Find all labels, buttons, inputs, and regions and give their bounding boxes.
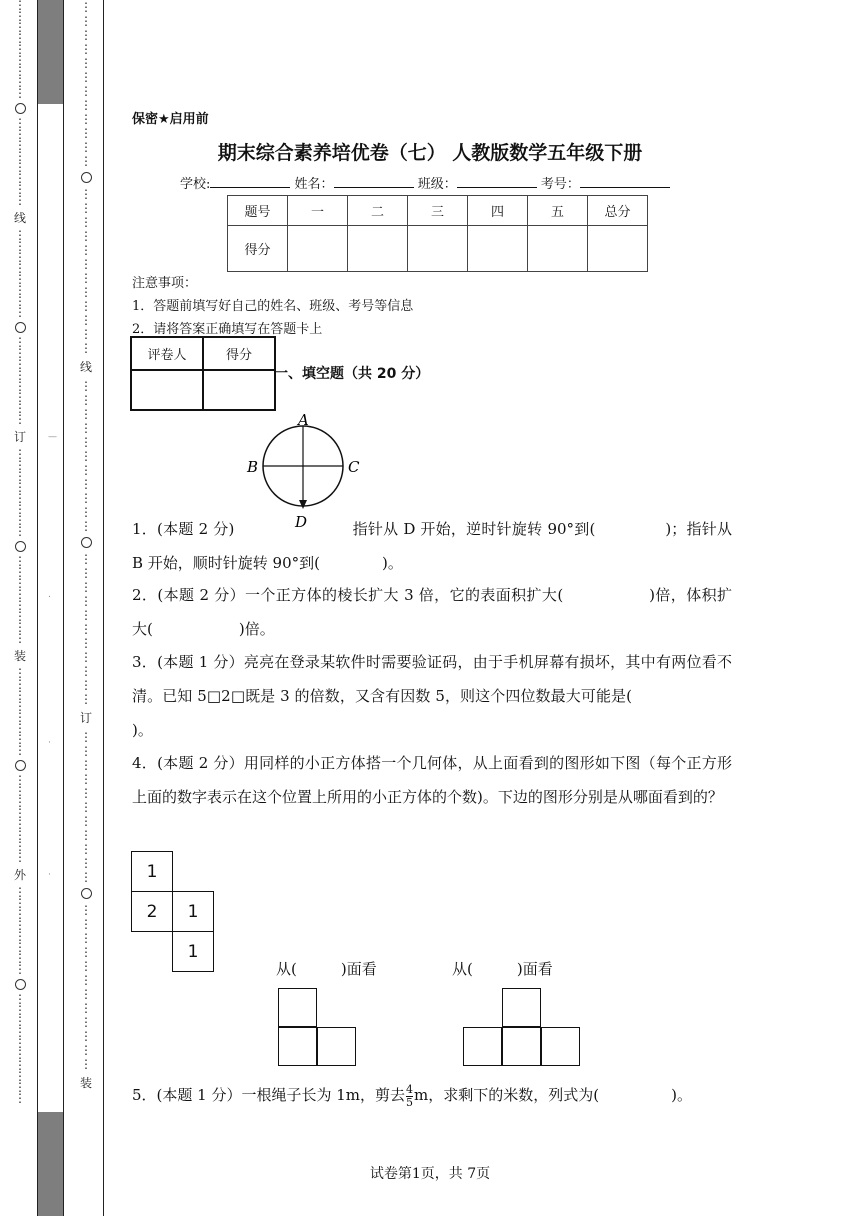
binding-gray-bar-top bbox=[37, 0, 63, 104]
score-cell[interactable] bbox=[288, 226, 348, 272]
school-blank[interactable] bbox=[210, 175, 290, 188]
secret-label: 保密★启用前 bbox=[132, 112, 209, 127]
q3-text-a: 3．(本题 1 分）亮亮在登录某软件时需要验证码，由于手机屏幕有损坏，其中有两位看不清。已知 5□2□既是 3 的倍数，又含有因数 5，则这个四位数最大可能是( bbox=[132, 653, 732, 705]
binding-label-wai: 外 bbox=[14, 868, 26, 882]
q2-text-c: )倍。 bbox=[238, 620, 275, 638]
view-2-square bbox=[502, 988, 541, 1027]
page-title: 期末综合素养培优卷（七） 人教版数学五年级下册 bbox=[217, 142, 643, 164]
question-1 bbox=[132, 512, 732, 580]
binding-circle bbox=[15, 979, 26, 990]
binding-circle bbox=[15, 541, 26, 552]
question-3 bbox=[132, 645, 732, 747]
binding-circle bbox=[81, 537, 92, 548]
outer-binding-dots: ⋮ ⋮ ⋮ ⋮ ⋮ ⋮ ⋮ ⋮ ⋮ ⋮ ⋮ ⋮ ⋮ ⋮ ⋮ ⋮ ⋮ 线 ⋮ ⋮ ⋮ ⋮ ⋮ ⋮ ⋮ ⋮ ⋮ ⋮ ⋮ ⋮ ⋮ ⋮ ⋮ ⋮ 订 ⋮ ⋮ ⋮ ⋮ ⋮ ⋮ ⋮ ⋮ ⋮ ⋮ ⋮ ⋮ ⋮ ⋮ ⋮ ⋮ 装 ⋮ ⋮ ⋮ ⋮ ⋮ ⋮ ⋮ ⋮ ⋮ ⋮ ⋮ ⋮ ⋮ ⋮ ⋮ ⋮ 外 ⋮ ⋮ ⋮ ⋮ ⋮ ⋮ ⋮ ⋮ ⋮ ⋮ ⋮ ⋮ ⋮ ⋮ ⋮ ⋮ ⋮ ⋮ bbox=[14, 0, 26, 1105]
q1-text-b: )；指针从 B 开始，顺时针旋转 90°到( bbox=[132, 520, 732, 572]
score-cell[interactable] bbox=[468, 226, 528, 272]
fraction-denominator: 5 bbox=[406, 1095, 414, 1109]
question-4: 4．(本题 2 分）用同样的小正方体搭一个几何体，从上面看到的图形如下图（每个正方形上面的数字表示在这个位置上所用的小正方体的个数)。下边的图形分别是从哪面看到的？ bbox=[132, 754, 732, 806]
score-header-cell: 五 bbox=[528, 196, 588, 226]
binding-rule-left bbox=[37, 0, 38, 1216]
grader-score-header: 得分 bbox=[203, 337, 275, 370]
view-1-square bbox=[278, 1027, 317, 1066]
binding-faint-mark: · bbox=[48, 738, 51, 748]
top-view-cell: 2 bbox=[131, 891, 173, 932]
q2-text-a: 2．(本题 2 分）一个正方体的棱长扩大 3 倍，它的表面积扩大( bbox=[132, 586, 564, 604]
question-2 bbox=[132, 578, 732, 646]
student-info-line bbox=[180, 173, 670, 192]
score-header-cell: 题号 bbox=[228, 196, 288, 226]
binding-label-line: 线 bbox=[14, 211, 26, 225]
score-cell[interactable] bbox=[408, 226, 468, 272]
view-2-square bbox=[502, 1027, 541, 1066]
top-view-cell: 1 bbox=[131, 851, 173, 892]
class-blank[interactable] bbox=[457, 175, 537, 188]
view-2-square bbox=[541, 1027, 580, 1066]
binding-label-ding: 订 bbox=[14, 430, 26, 444]
q2-text-b: )倍，体积扩大( bbox=[132, 586, 732, 638]
q5-text-a: 5．(本题 1 分）一根绳子长为 1m，剪去 bbox=[132, 1086, 406, 1104]
binding-label-zhuang: 装 bbox=[14, 649, 26, 663]
score-cell[interactable] bbox=[528, 226, 588, 272]
binding-circle bbox=[15, 322, 26, 333]
binding-rule-mid bbox=[63, 0, 64, 1216]
fraction-numerator: 4 bbox=[406, 1082, 414, 1096]
binding-label-line-inner: 线 bbox=[80, 360, 92, 374]
q1-text-a: 指针从 D 开始，逆时针旋转 90°到( bbox=[352, 520, 596, 538]
score-cell[interactable] bbox=[588, 226, 648, 272]
school-label: 学校: bbox=[180, 177, 211, 192]
binding-label-zhuang-inner: 装 bbox=[80, 1076, 92, 1090]
view-label-2: 从( )面看 bbox=[452, 960, 553, 978]
notes-block bbox=[132, 272, 413, 341]
score-table bbox=[227, 195, 648, 272]
notes-title: 注意事项： bbox=[132, 276, 198, 291]
score-header-cell: 二 bbox=[348, 196, 408, 226]
binding-rule-right bbox=[103, 0, 104, 1216]
top-view-cell: 1 bbox=[172, 931, 214, 972]
name-blank[interactable] bbox=[334, 175, 414, 188]
question-5 bbox=[132, 1078, 732, 1112]
q5-text-c: )。 bbox=[671, 1086, 692, 1104]
q5-text-b: m，求剩下的米数，列式为( bbox=[414, 1086, 600, 1104]
score-header-cell: 一 bbox=[288, 196, 348, 226]
binding-faint-mark: — bbox=[48, 432, 57, 442]
notes-item: 1．答题前填写好自己的姓名、班级、考号等信息 bbox=[132, 299, 414, 314]
score-header-cell: 四 bbox=[468, 196, 528, 226]
clock-label-a: A bbox=[298, 411, 309, 429]
clock-label-b: B bbox=[247, 458, 259, 476]
view-label-1: 从( )面看 bbox=[276, 960, 377, 978]
grader-table bbox=[130, 336, 276, 411]
binding-faint-mark: . bbox=[48, 590, 51, 600]
binding-circle bbox=[81, 888, 92, 899]
clock-pointer-arrow bbox=[299, 500, 307, 509]
binding-label-ding-inner: 订 bbox=[80, 711, 92, 725]
grader-score-cell[interactable] bbox=[203, 370, 275, 410]
view-1-square bbox=[317, 1027, 356, 1066]
q1-lead: 1．(本题 2 分) bbox=[132, 520, 235, 538]
score-header-cell: 三 bbox=[408, 196, 468, 226]
top-view-cell: 1 bbox=[172, 891, 214, 932]
score-header-cell: 总分 bbox=[588, 196, 648, 226]
fraction bbox=[406, 1084, 413, 1109]
q1-text-c: )。 bbox=[382, 554, 403, 572]
notes-item: 2．请将答案正确填写在答题卡上 bbox=[132, 322, 323, 337]
clock-label-c: C bbox=[348, 458, 360, 476]
binding-faint-mark: · bbox=[48, 870, 51, 880]
page-footer: 试卷第1页，共 7页 bbox=[369, 1166, 491, 1182]
class-label: 班级： bbox=[417, 177, 457, 192]
grader-header: 评卷人 bbox=[131, 337, 203, 370]
name-label: 姓名： bbox=[294, 177, 334, 192]
grader-cell[interactable] bbox=[131, 370, 203, 410]
binding-circle bbox=[15, 103, 26, 114]
view-1-square bbox=[278, 988, 317, 1027]
number-label: 考号： bbox=[540, 177, 580, 192]
q3-text-b: )。 bbox=[132, 721, 153, 739]
view-2-square bbox=[463, 1027, 502, 1066]
binding-circle bbox=[15, 760, 26, 771]
clock-label-d: D bbox=[295, 513, 308, 530]
score-row-label: 得分 bbox=[228, 226, 288, 272]
number-blank[interactable] bbox=[580, 175, 670, 188]
score-cell[interactable] bbox=[348, 226, 408, 272]
binding-circle bbox=[81, 172, 92, 183]
inner-binding-dots: ⋮ ⋮ ⋮ ⋮ ⋮ ⋮ ⋮ ⋮ ⋮ ⋮ ⋮ ⋮ ⋮ ⋮ ⋮ ⋮ ⋮ ⋮ ⋮ ⋮ ⋮ ⋮ ⋮ ⋮ 线 ⋮ ⋮ ⋮ ⋮ ⋮ ⋮ ⋮ ⋮ ⋮ ⋮ ⋮ ⋮ ⋮ ⋮ ⋮ ⋮ ⋮ ⋮ ⋮ ⋮ ⋮ ⋮ 订 ⋮ ⋮ ⋮ ⋮ ⋮ ⋮ ⋮ ⋮ ⋮ ⋮ ⋮ ⋮ ⋮ ⋮ ⋮ ⋮ ⋮ ⋮ ⋮ ⋮ ⋮ ⋮ ⋮ 装 bbox=[80, 0, 92, 1216]
section-title: 一、填空题（共 20 分） bbox=[274, 366, 430, 382]
